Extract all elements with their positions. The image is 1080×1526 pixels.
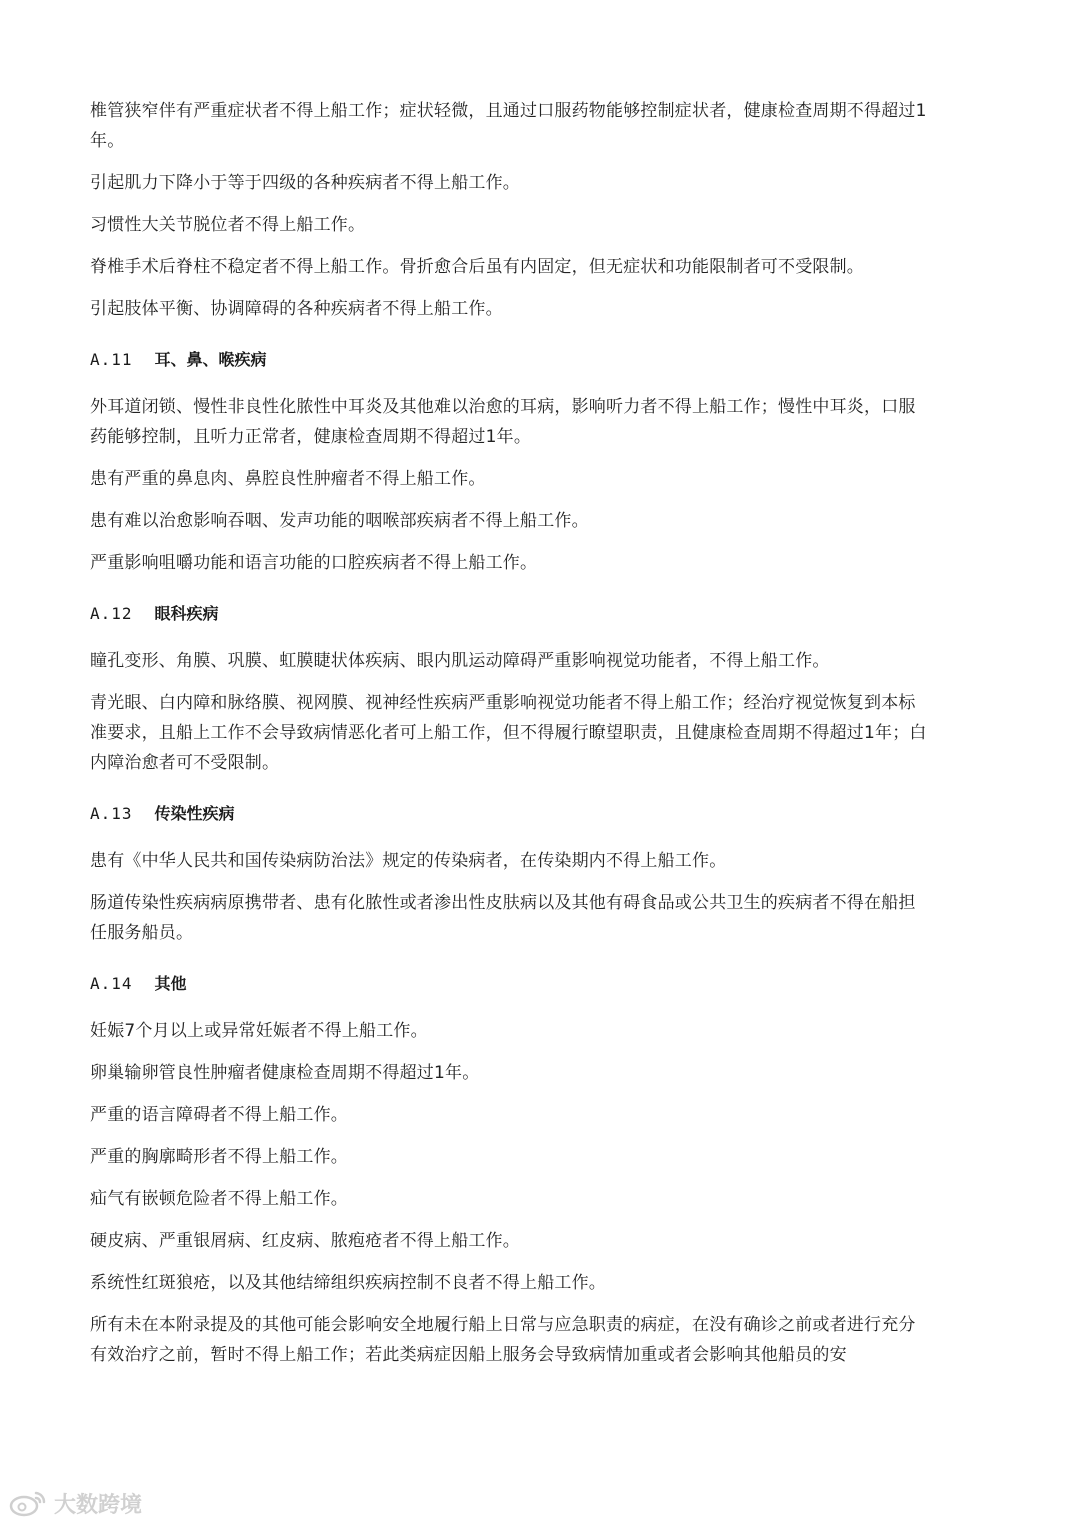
section-title: 传染性疾病 bbox=[154, 804, 235, 823]
paragraph: 椎管狭窄伴有严重症状者不得上船工作；症状轻微，且通过口服药物能够控制症状者，健康检查周期不得超过1年。 bbox=[90, 101, 927, 151]
section-a11 bbox=[90, 346, 930, 578]
paragraph: 患有严重的鼻息肉、鼻腔良性肿瘤者不得上船工作。 bbox=[90, 469, 486, 489]
watermark-text: 大数跨境 bbox=[54, 1492, 143, 1518]
section-a12 bbox=[90, 600, 930, 778]
section-title: 眼科疾病 bbox=[154, 604, 219, 623]
section-number: A.11 bbox=[90, 350, 133, 369]
paragraph: 患有《中华人民共和国传染病防治法》规定的传染病者，在传染期内不得上船工作。 bbox=[90, 851, 727, 871]
paragraph: 硬皮病、严重银屑病、红皮病、脓疱疮者不得上船工作。 bbox=[90, 1231, 520, 1251]
paragraph: 妊娠7个月以上或异常妊娠者不得上船工作。 bbox=[90, 1021, 428, 1041]
watermark bbox=[8, 1486, 142, 1520]
paragraph: 严重影响咀嚼功能和语言功能的口腔疾病者不得上船工作。 bbox=[90, 553, 538, 573]
paragraph: 所有未在本附录提及的其他可能会影响安全地履行船上日常与应急职责的病症，在没有确诊之前或者进行充分有效治疗之前，暂时不得上船工作；若此类病症因船上服务会导致病情加重或者会影响其他船员的安 bbox=[90, 1315, 916, 1365]
paragraph: 系统性红斑狼疮，以及其他结缔组织疾病控制不良者不得上船工作。 bbox=[90, 1273, 606, 1293]
paragraph: 卵巢输卵管良性肿瘤者健康检查周期不得超过1年。 bbox=[90, 1063, 480, 1083]
paragraph: 习惯性大关节脱位者不得上船工作。 bbox=[90, 215, 366, 235]
paragraph: 外耳道闭锁、慢性非良性化脓性中耳炎及其他难以治愈的耳病，影响听力者不得上船工作；慢性中耳炎，口服药能够控制，且听力正常者，健康检查周期不得超过1年。 bbox=[90, 397, 916, 447]
section-heading bbox=[90, 800, 930, 828]
paragraph: 严重的语言障碍者不得上船工作。 bbox=[90, 1105, 348, 1125]
section-a13 bbox=[90, 800, 930, 948]
paragraph: 患有难以治愈影响吞咽、发声功能的咽喉部疾病者不得上船工作。 bbox=[90, 511, 589, 531]
section-heading bbox=[90, 346, 930, 374]
paragraph: 肠道传染性疾病病原携带者、患有化脓性或者渗出性皮肤病以及其他有碍食品或公共卫生的疾病者不得在船担任服务船员。 bbox=[90, 893, 916, 943]
section-title: 其他 bbox=[154, 974, 187, 993]
paragraph: 严重的胸廓畸形者不得上船工作。 bbox=[90, 1147, 348, 1167]
section-heading bbox=[90, 600, 930, 628]
paragraph: 引起肌力下降小于等于四级的各种疾病者不得上船工作。 bbox=[90, 173, 520, 193]
section-number: A.14 bbox=[90, 974, 133, 993]
section-title: 耳、鼻、喉疾病 bbox=[154, 350, 267, 369]
paragraph: 脊椎手术后脊柱不稳定者不得上船工作。骨折愈合后虽有内固定，但无症状和功能限制者可不受限制。 bbox=[90, 257, 864, 277]
paragraph: 引起肢体平衡、协调障碍的各种疾病者不得上船工作。 bbox=[90, 299, 503, 319]
document-page bbox=[90, 96, 930, 1382]
paragraph: 青光眼、白内障和脉络膜、视网膜、视神经性疾病严重影响视觉功能者不得上船工作；经治疗视觉恢复到本标准要求，且船上工作不会导致病情恶化者可上船工作，但不得履行瞭望职责，且健康检查周期不得超过1年；白内障治愈者可不受限制。 bbox=[90, 693, 927, 773]
intro-section bbox=[90, 96, 930, 324]
section-a14 bbox=[90, 970, 930, 1370]
weibo-logo-icon bbox=[8, 1489, 48, 1517]
paragraph: 瞳孔变形、角膜、巩膜、虹膜睫状体疾病、眼内肌运动障碍严重影响视觉功能者，不得上船工作。 bbox=[90, 651, 830, 671]
section-number: A.13 bbox=[90, 804, 133, 823]
section-heading bbox=[90, 970, 930, 998]
paragraph: 疝气有嵌顿危险者不得上船工作。 bbox=[90, 1189, 348, 1209]
section-number: A.12 bbox=[90, 604, 133, 623]
